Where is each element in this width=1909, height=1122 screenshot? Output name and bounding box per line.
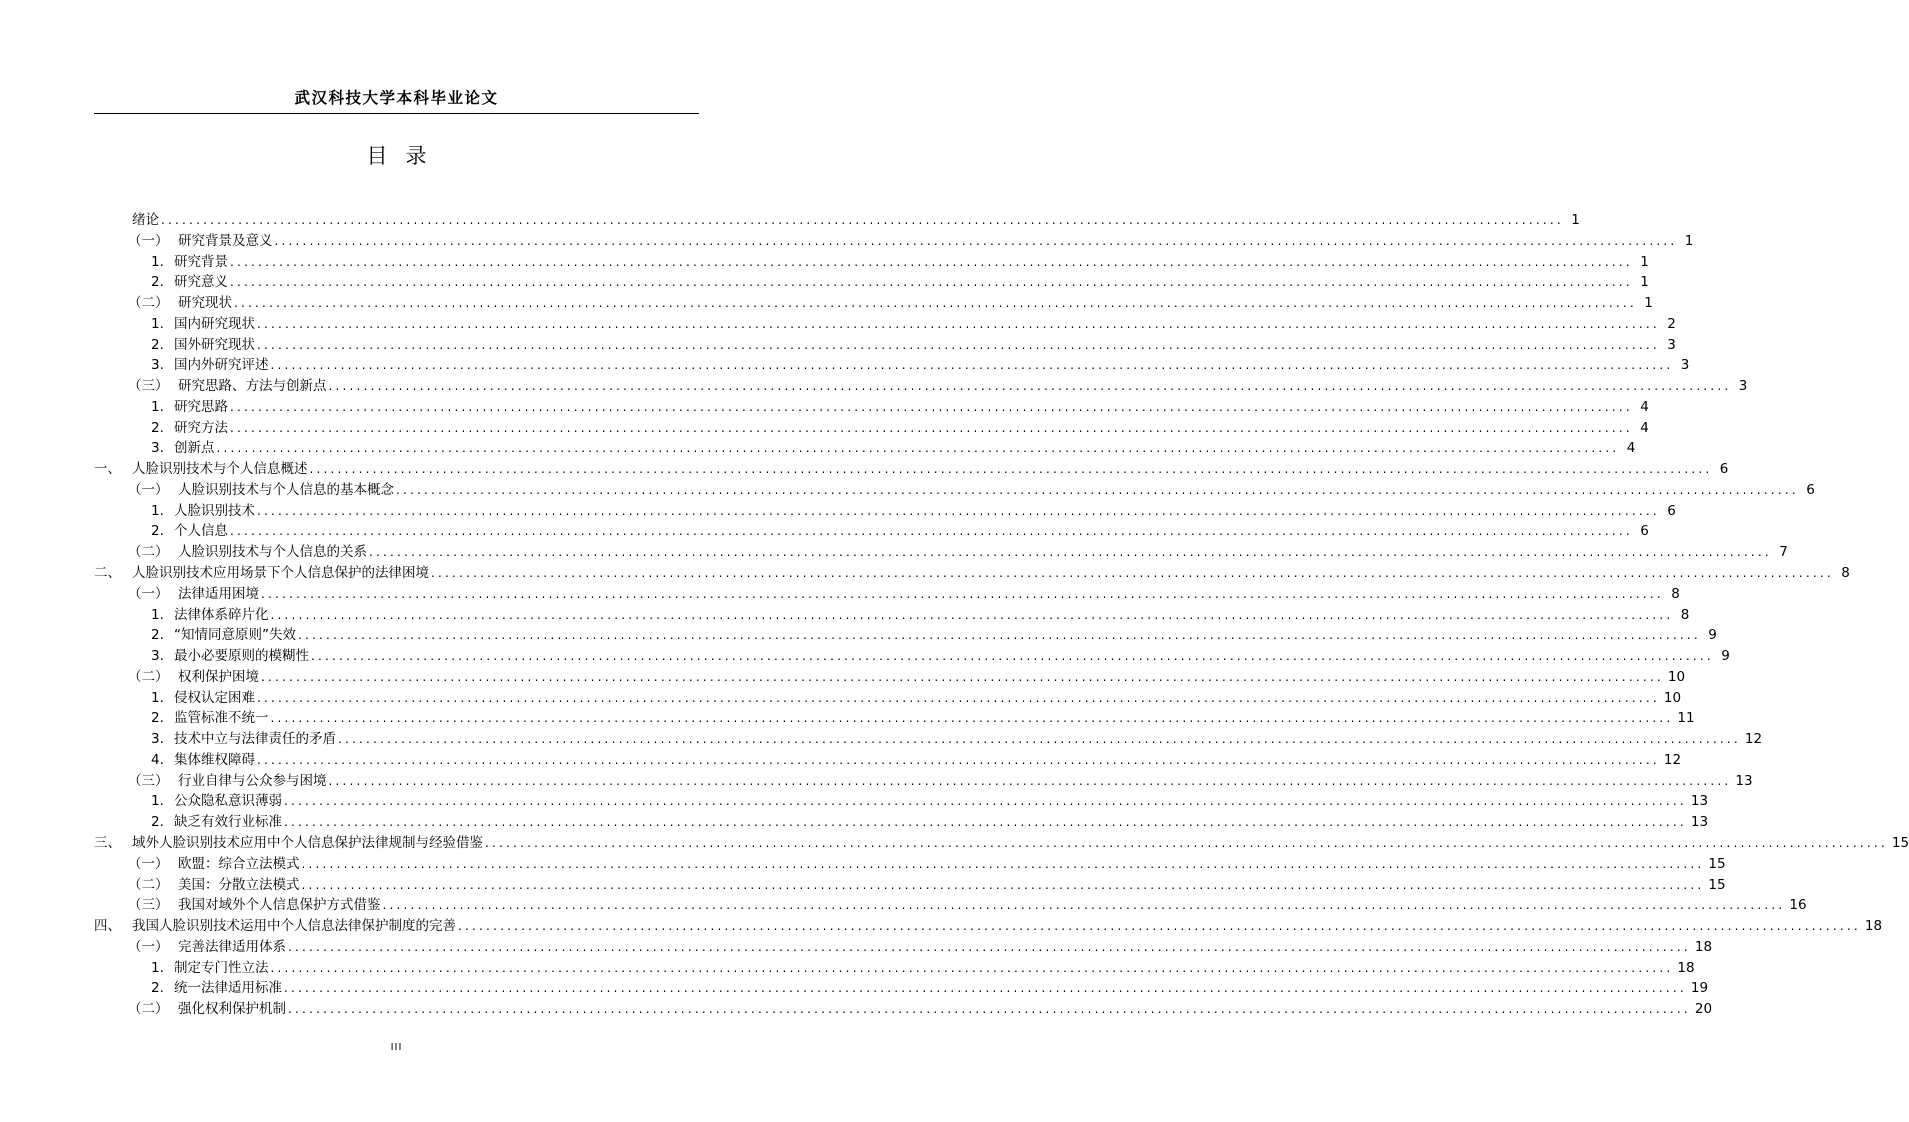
toc-entry[interactable] [94,459,1729,480]
dot-leader: ........................................................................................................................................................................................................ [328,773,1732,788]
dot-leader: ........................................................................................................................................................................................................ [161,213,1564,227]
dot-leader: ........................................................................................................................................................................................................ [284,794,1687,809]
toc-entry-title: 研究思路 [174,398,228,415]
toc-entry-page: 6 [1806,481,1815,498]
dot-leader: ........................................................................................................................................................................................................ [382,898,1786,913]
toc-entry[interactable] [94,355,1690,376]
toc-entry-number: 一、 [94,461,121,478]
toc-entry[interactable] [94,542,1788,563]
toc-entry-number: 1. [151,959,164,976]
toc-entry[interactable] [94,833,1909,854]
toc-entry[interactable] [94,812,1709,833]
toc-entry-title: 法律体系碎片化 [174,606,269,623]
dot-leader: ........................................................................................................................................................................................................ [328,379,1732,394]
toc-entry-title: 缺乏有效行业标准 [174,814,282,831]
dot-leader: ........................................................................................................................................................................................................ [261,586,1664,601]
toc-entry-number: 四、 [94,918,121,935]
toc-entry-number: （二） [128,544,169,561]
toc-entry[interactable] [94,999,1713,1020]
toc-entry-page: 18 [1694,938,1713,955]
toc-entry-page: 1 [1640,274,1649,291]
dot-leader: ........................................................................................................................................................................................................ [301,877,1705,892]
toc-entry-page: 1 [1571,212,1580,228]
toc-entry-title: 最小必要原则的模糊性 [174,648,309,665]
dot-leader: ........................................................................................................................................................................................................ [396,482,1799,497]
toc-entry-title: 国内外研究评述 [174,357,269,374]
toc-entry-number: （二） [128,1001,169,1018]
toc-entry-number: 1. [151,315,164,332]
toc-entry-title: 行业自律与公众参与困境 [178,772,327,789]
toc-entry-number: 1. [151,689,164,706]
dot-leader: ........................................................................................................................................................................................................ [216,441,1620,456]
toc-entry[interactable] [94,252,1649,273]
dot-leader: ........................................................................................................................................................................................................ [257,690,1660,705]
toc-entry-number: 2. [151,627,164,644]
toc-entry[interactable] [94,501,1676,522]
toc-entry-number: （二） [128,295,169,312]
toc-entry[interactable] [94,791,1709,812]
toc-entry[interactable] [94,293,1653,314]
toc-entry-title: 研究背景及意义 [178,232,273,249]
toc-entry-page: 3 [1738,378,1748,395]
toc-entry-title: 研究背景 [174,253,228,270]
dot-leader: ........................................................................................................................................................................................................ [257,316,1660,331]
toc-entry[interactable] [94,978,1709,999]
toc-entry-number: 2. [151,523,164,540]
toc-entry-page: 6 [1719,461,1729,478]
toc-entry-number: （一） [128,938,169,955]
toc-entry-number: 3. [151,357,164,374]
dot-leader: ........................................................................................................................................................................................................ [230,254,1633,269]
toc-entry-number: 三、 [94,834,121,851]
toc-entry[interactable] [94,605,1690,626]
dot-leader: ........................................................................................................................................................................................................ [301,856,1705,871]
toc-entry-page: 12 [1663,751,1682,768]
dot-leader: ........................................................................................................................................................................................................ [311,649,1714,664]
dot-leader: ........................................................................................................................................................................................................ [270,607,1674,622]
toc-entry-title: 监管标准不统一 [174,710,269,727]
document-header-title: 武汉科技大学本科毕业论文 [294,88,499,107]
toc-entry-number: 2. [151,336,164,353]
toc-entry[interactable] [94,875,1726,896]
toc-entry-number: （三） [128,897,169,914]
toc-entry-title: 研究现状 [178,295,232,312]
toc-entry-number: （二） [128,668,169,685]
toc-entry-page: 15 [1708,876,1726,893]
toc-entry-number: 3. [151,731,164,748]
toc-entry-title: 我国人脸识别技术运用中个人信息法律保护制度的完善 [132,918,456,935]
toc-entry-page: 11 [1677,710,1695,727]
toc-entry-title: 完善法律适用体系 [178,938,286,955]
toc-entry-page: 19 [1690,980,1709,997]
toc-entry-number: 2. [151,710,164,727]
toc-entry-number: （一） [128,585,169,602]
toc-entry-title: 人脸识别技术与个人信息概述 [132,461,308,478]
dot-leader: ........................................................................................................................................................................................................ [338,732,1741,747]
dot-leader: ........................................................................................................................................................................................................ [288,1002,1691,1017]
toc-entry-title: 强化权利保护机制 [178,1001,286,1018]
toc-heading [0,140,793,170]
dot-leader: ........................................................................................................................................................................................................ [261,669,1664,684]
toc-entry-title: 人脸识别技术 [174,502,255,519]
toc-entry-title: 域外人脸识别技术应用中个人信息保护法律规制与经验借鉴 [132,834,483,851]
toc-entry-title: 国外研究现状 [174,336,255,353]
toc-entry-title: 欧盟：综合立法模式 [178,855,300,872]
toc-entry[interactable] [94,521,1649,542]
toc-entry-number: （三） [128,772,169,789]
toc-entry-title: 我国对域外个人信息保护方式借鉴 [178,897,381,914]
toc-entry[interactable] [94,729,1763,750]
toc-entry-number: 1. [151,606,164,623]
toc-entry-number: （一） [128,232,169,249]
toc-entry[interactable] [94,438,1636,459]
toc-entry-title: 统一法律适用标准 [174,980,282,997]
dot-leader: ........................................................................................................................................................................................................ [257,752,1660,767]
dot-leader: ........................................................................................................................................................................................................ [458,919,1861,934]
toc-entry-number: 2. [151,419,164,436]
toc-entry-number: （三） [128,378,169,395]
toc-heading-char-1: 目 [366,144,388,168]
toc-entry[interactable] [94,272,1649,293]
toc-entry-title: 研究意义 [174,274,228,291]
dot-leader: ........................................................................................................................................................................................................ [230,524,1633,539]
toc-entry-page: 2 [1667,315,1676,332]
toc-entry-title: 个人信息 [174,523,228,540]
dot-leader: ........................................................................................................................................................................................................ [230,420,1633,435]
toc-entry-number: 1. [151,502,164,519]
toc-entry-title: 绪论 [132,212,159,228]
toc-entry-page: 7 [1779,544,1788,561]
toc-entry-page: 15 [1891,834,1909,851]
toc-entry-page: 13 [1690,814,1709,831]
toc-entry-title: 人脸识别技术与个人信息的关系 [178,544,367,561]
toc-entry[interactable] [94,937,1713,958]
toc-entry-title: 集体维权障碍 [174,751,255,768]
dot-leader: ........................................................................................................................................................................................................ [257,337,1660,352]
toc-entry[interactable] [94,688,1682,709]
toc-entry-page: 10 [1663,689,1682,706]
toc-entry-page: 10 [1667,668,1686,685]
toc-entry[interactable] [94,646,1730,667]
toc-entry-page: 8 [1671,585,1680,602]
toc-entry-title: 公众隐私意识薄弱 [174,793,282,810]
dot-leader: ........................................................................................................................................................................................................ [288,939,1691,954]
toc-entry[interactable] [94,210,1580,231]
dot-leader: ........................................................................................................................................................................................................ [274,233,1678,248]
toc-entry-page: 12 [1744,731,1763,748]
toc-entry-page: 15 [1708,855,1726,872]
toc-entry-title: 侵权认定困难 [174,689,255,706]
dot-leader: ........................................................................................................................................................................................................ [284,815,1687,830]
page-number: III [390,1042,403,1053]
toc-entry-page: 9 [1708,627,1717,644]
toc-entry-number: （二） [128,876,169,893]
toc-heading-char-2: 录 [405,144,427,168]
toc-entry[interactable] [94,480,1815,501]
toc-entry-page: 6 [1640,523,1649,540]
toc-entry-page: 3 [1680,357,1690,374]
toc-entry-number: 1. [151,793,164,810]
toc-entry-number: 二、 [94,565,121,582]
toc-entry-title: 法律适用困境 [178,585,259,602]
toc-entry-title: “知情同意原则”失效 [174,627,296,644]
toc-entry-page: 3 [1667,336,1676,353]
toc-entry-title: 研究思路、方法与创新点 [178,378,327,395]
dot-leader: ........................................................................................................................................................................................................ [309,462,1713,477]
toc-entry-page: 4 [1640,419,1649,436]
toc-entry[interactable] [94,314,1676,335]
toc-entry[interactable] [94,750,1682,771]
toc-entry-page: 4 [1640,398,1649,415]
toc-entry-title: 技术中立与法律责任的矛盾 [174,731,336,748]
toc-entry-number: （一） [128,481,169,498]
toc-entry-page: 16 [1789,897,1807,914]
toc-entry[interactable] [94,625,1717,646]
dot-leader: ........................................................................................................................................................................................................ [369,545,1772,560]
dot-leader: ........................................................................................................................................................................................................ [230,399,1633,414]
dot-leader: ........................................................................................................................................................................................................ [270,960,1674,975]
toc-entry-number: （一） [128,855,169,872]
toc-entry-page: 6 [1667,502,1676,519]
toc-entry-title: 国内研究现状 [174,315,255,332]
toc-entry[interactable] [94,335,1676,356]
toc-entry-number: 2. [151,980,164,997]
toc-entry[interactable] [94,397,1649,418]
toc-entry-title: 人脸识别技术与个人信息的基本概念 [178,481,394,498]
toc-entry-page: 8 [1680,606,1690,623]
toc-entry-page: 13 [1690,793,1709,810]
toc-entry-page: 13 [1735,772,1753,789]
dot-leader: ........................................................................................................................................................................................................ [270,711,1674,726]
toc-entry-page: 1 [1640,253,1649,270]
toc-entry-number: 2. [151,274,164,291]
toc-entry-page: 20 [1694,1001,1713,1018]
toc-entry-title: 创新点 [174,440,215,457]
toc-entry-title: 制定专门性立法 [174,959,269,976]
dot-leader: ........................................................................................................................................................................................................ [485,835,1888,850]
toc-entry[interactable] [94,771,1753,792]
toc-entry[interactable] [94,231,1694,252]
toc-entry[interactable] [94,667,1686,688]
toc-entry-page: 4 [1626,440,1636,457]
toc-entry[interactable] [94,708,1695,729]
toc-entry-title: 人脸识别技术应用场景下个人信息保护的法律困境 [132,565,429,582]
toc-entry-title: 美国：分散立法模式 [178,876,300,893]
dot-leader: ........................................................................................................................................................................................................ [284,981,1687,996]
toc-entry-number: 3. [151,648,164,665]
toc-entry-page: 18 [1677,959,1695,976]
toc-entry[interactable] [94,563,1850,584]
dot-leader: ........................................................................................................................................................................................................ [298,628,1701,643]
toc-entry[interactable] [94,854,1726,875]
dot-leader: ........................................................................................................................................................................................................ [270,358,1674,373]
toc-entry-title: 权利保护困境 [178,668,259,685]
toc-entry-page: 1 [1644,295,1653,312]
table-of-contents [94,210,1909,1020]
dot-leader: ........................................................................................................................................................................................................ [234,296,1637,311]
toc-entry[interactable] [94,376,1748,397]
toc-entry[interactable] [94,895,1807,916]
dot-leader: ........................................................................................................................................................................................................ [230,275,1633,290]
dot-leader: ........................................................................................................................................................................................................ [431,566,1834,581]
toc-entry-title: 研究方法 [174,419,228,436]
toc-entry-number: 3. [151,440,164,457]
toc-entry[interactable] [94,958,1695,979]
toc-entry-number: 1. [151,398,164,415]
toc-entry[interactable] [94,916,1883,937]
toc-entry[interactable] [94,418,1649,439]
toc-entry-number: 2. [151,814,164,831]
toc-entry-number: 1. [151,253,164,270]
toc-entry-number: 4. [151,751,164,768]
toc-entry-page: 8 [1841,565,1850,582]
toc-entry-page: 1 [1684,232,1694,249]
header-divider [94,113,699,114]
dot-leader: ........................................................................................................................................................................................................ [257,503,1660,518]
toc-entry-page: 9 [1721,648,1730,665]
toc-entry[interactable] [94,584,1680,605]
toc-entry-page: 18 [1864,918,1883,935]
